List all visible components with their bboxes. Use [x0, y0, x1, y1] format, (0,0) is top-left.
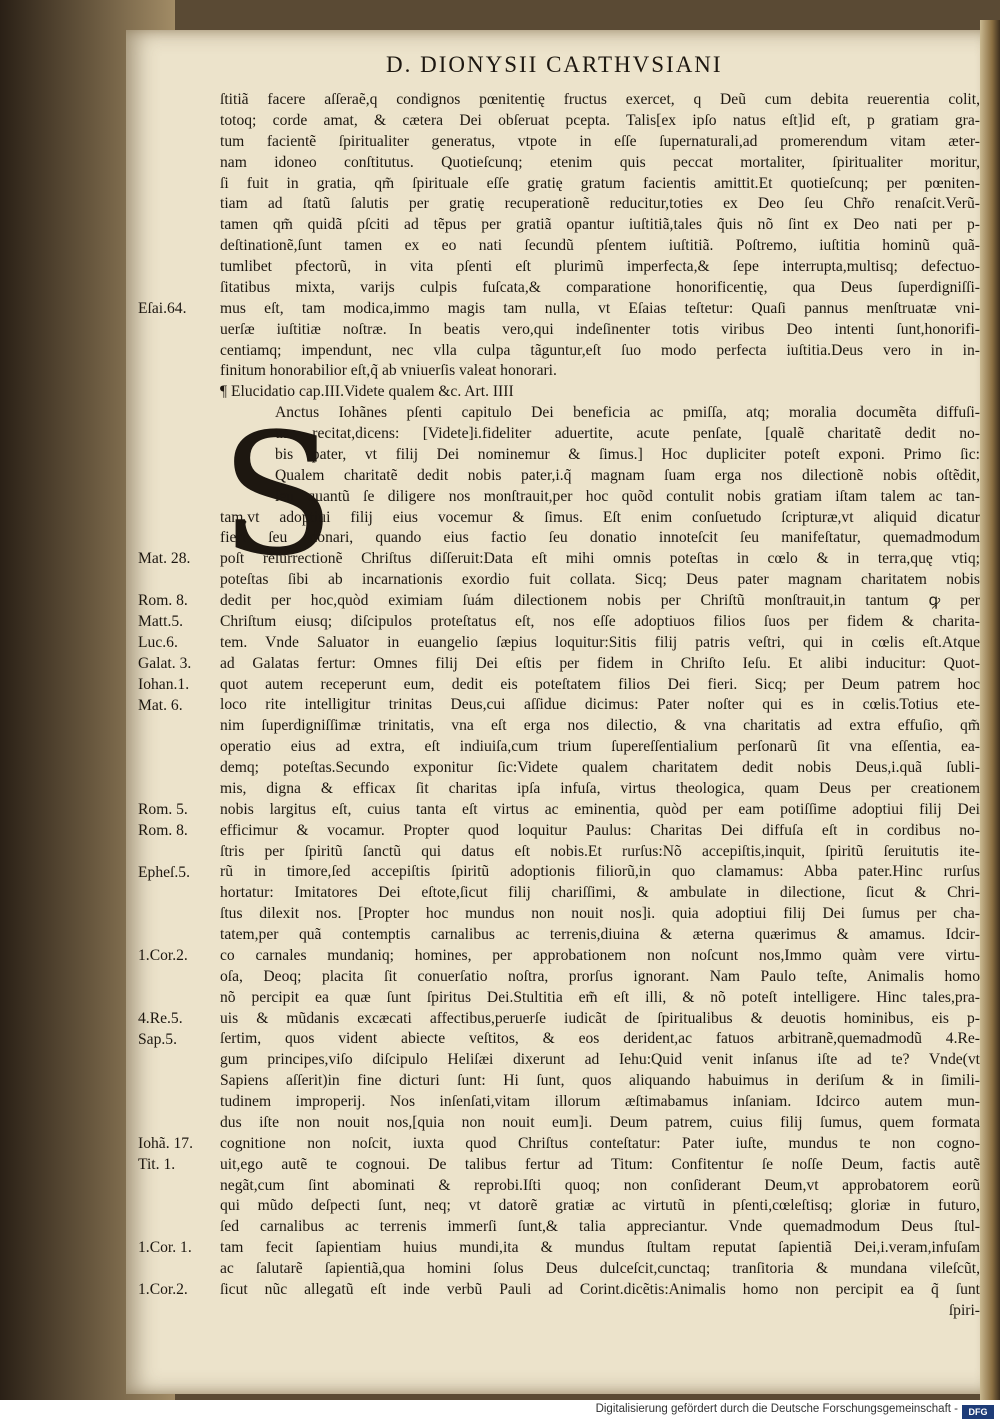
margin-reference: Matt.5.	[138, 613, 184, 630]
text-line: ſicut nũc allegatũ eſt inde verbũ Pauli ad Corint.dicẽtis:Animalis homo non percipit ea q̃ ſunt	[220, 1280, 980, 1298]
margin-reference: Mat. 28.	[138, 550, 191, 568]
text-line: qui mũdo deſpecti ſunt, neq; vt datorẽ gratiæ ac virtutũ in pſenti,cœleſtisq; gloriæ in futuro,	[220, 1197, 980, 1215]
text-line: tatem,per quã contemptis carnalibus ac terrenis,diuina & æterna quærimus & amamus. Idcir-	[220, 926, 980, 943]
text-line: ſed carnalibus ac terrenis immerſi ſunt,& talia appreciantur. Vnde quemadmodum Deus ſtul-	[220, 1218, 980, 1236]
margin-reference: Rom. 5.	[138, 800, 188, 818]
text-line: ſpiri-	[948, 1301, 980, 1319]
text-line: ſeu quantũ ſe diligere nos monſtrauit,per hoc quõd contulit nobis gratiam iſtam talem ac tan-	[275, 487, 980, 505]
margin-reference: Mat. 6.	[138, 696, 183, 714]
digitization-footer	[0, 1400, 1000, 1424]
text-line: loco rite intelligitur trinitas Deus,cui aſſidue dicimus: Pater noſter qui es in cœlis.Totius ete-	[220, 696, 980, 714]
margin-reference: Iohan.1.	[138, 675, 190, 693]
text-line: us recitat,dicens: [Videte]i.fideliter aduertite, acute penſate, [qualẽ charitatẽ dedit no-	[275, 425, 980, 442]
text-line: ſtris per ſpiritũ ſanctũ qui datus eſt nobis.Et rurſus:Nõ accepiſtis,inquit, ſpiritũ ſeruitutis ite-	[220, 842, 980, 860]
text-line: uit,ego autẽ te cognoui. De talibus fertur ad Titum: Confitentur ſe noſſe Deum, factis autẽ	[220, 1155, 980, 1173]
drop-cap-initial: S	[220, 397, 336, 593]
text-line: mis, digna & efficax ſit charitas ipſa infuſa, virtus theologica, quam Deus per creationem	[220, 779, 980, 797]
text-line: oſa, Deoq; placita ſit conuerſatio noſtra, prorſus ignorant. Nam Paulo teſte, Animalis homo	[220, 967, 980, 985]
text-line: demq; poteſtas.Secundo exponitur ſic:Videte qualem charitatem dedit nobis Deus,i.quã ſubli-	[220, 759, 980, 776]
text-line: poteſtas ſibi ab incarnationis exordio fuit collata. Sicq; Deus pater magnam charitatem nobis	[220, 571, 980, 589]
text-line: nobis largitus eſt, cuius tanta eſt virtus ac eminentia, quòd per eam potiſſime adoptiui filij Dei	[220, 800, 980, 818]
text-line: Sapiens aſſerit)in fine dicturi ſunt: Hi ſunt, quos aliquando habuimus in deriſum & in ſimili-	[220, 1072, 980, 1090]
text-line: ſertim, quos vident abiecte veſtitos, & eos derident,ac fatuos arbitranẽ,quemadmodũ 4.Re-	[220, 1030, 980, 1048]
text-line: totoq; corde amat, & cætera Dei obſeruat pcepta. Talis[ex ipſo natus eſt]id eſt, p gratiam gra-	[220, 111, 980, 129]
text-line: ſtus dilexit nos. [Propter hoc mundus non nouit nos]i. quia adoptiui filij Dei ſumus per cha-	[220, 905, 980, 923]
main-text-column	[220, 90, 980, 1322]
text-line: cognitione non noſcit, iuxta quod Chriſtus conteſtatur: Pater iuſte, mundus te non cogno-	[220, 1134, 980, 1152]
text-line: ¶ Elucidatio cap.III.Videte qualem &c. Art. IIII	[220, 383, 514, 401]
text-line: Anctus Iohãnes pſenti capitulo Dei beneficia ac pmiſſa, atq; moralia documẽta diffuſi-	[275, 404, 980, 422]
margin-reference: Galat. 3.	[138, 654, 192, 672]
text-line: tumlibet pfectorũ, in vita pſenti eſt plurimũ imperfecta,& ſepe interrupta,multisq; defectuo-	[220, 258, 980, 275]
margin-reference: Epheſ.5.	[138, 863, 190, 881]
text-line: quot autem receperunt eum, dedit eis poteſtatem filios Dei fieri. Sicq; per Deum patrem hoc	[220, 675, 980, 693]
text-line: nõ percipit ea quæ ſunt ſpiritus Dei.Stultitia em̃ eſt illi, & nõ poteſt intelligere. Hinc tales,pra-	[220, 988, 980, 1006]
text-line: poſt reſurrectionẽ Chriſtus diſſeruit:Data eſt mihi omnis poteſtas in cœlo & in terra,quę vtiq;	[220, 550, 980, 568]
text-line: tum facientẽ ſpiritualiter generatus, vtpote in eſſe ſupernaturali,ad promerendum vitam æter-	[220, 132, 980, 150]
text-line: ſitatibus mixta, varijs culpis fuſcata,& comparatione honorificentię, qua Deus ſuperdigniſſi-	[220, 278, 980, 296]
text-line: ad Galatas fertur: Omnes filij Dei eſtis per fidem in Chriſto Ieſu. Et alibi inducitur: Quot-	[220, 654, 980, 672]
text-line: ſi fuit in gratia, qm̃ ſpirituale eſſe gratię gratum facientis amittit.Et quotieſcunq; per pœniten-	[220, 174, 980, 192]
text-line: ac ſalutarẽ ſapientiã,qua homini ſolus Deus dulceſcit,cunctaq; tranſitoria & mundana vileſcũt,	[220, 1260, 980, 1277]
text-line: hortatur: Imitatores Dei eſtote,ſicut filij chariſſimi, & ambulate in dilectione, ſicut & Chri-	[220, 884, 980, 902]
margin-reference: Luc.6.	[138, 633, 178, 651]
margin-reference: Rom. 8.	[138, 592, 188, 610]
text-line: bis pater, vt filij Dei nominemur & ſimus.] Hoc dupliciter poteſt exponi. Primo ſic:	[275, 445, 980, 463]
dfg-logo: DFG	[962, 1405, 994, 1419]
margin-reference: 1.Cor. 1.	[138, 1239, 192, 1257]
footer-credit-text: Digitalisierung gefördert durch die Deutsche Forschungsgemeinschaft -	[595, 1403, 958, 1415]
text-line: gum principes,viſo diſcipulo Heliſæi dixerunt ad Iehu:Quid venit inſanus iſte ad te? Vnde(vt	[220, 1051, 980, 1069]
text-line: uerſæ iuſtitiæ noſtræ. In beatis vero,qui indeſinenter totis viribus Deo intenti ſunt,honorifi-	[220, 320, 980, 338]
text-line: mus eſt, tam modica,immo magis tam nulla, vt Eſaias teſtetur: Quaſi pannus menſtruatæ vni-	[220, 299, 980, 317]
text-line: dus iſte non nouit nos,[quia non nouit eum]i. Deum patrem, cuius filij ſumus, quem formata	[220, 1113, 980, 1131]
margin-reference: Tit. 1.	[138, 1155, 176, 1173]
text-line: tam fecit ſapientiam huius mundi,ita & mundus ſtultam reputat ſapientiã Dei,i.veram,infuſam	[220, 1239, 980, 1257]
text-line: efficimur & vocamur. Propter quod loquitur Paulus: Charitas Dei diffuſa eſt in cordibus no-	[220, 821, 980, 839]
text-line: tam,vt adoptiui filij eius vocemur & ſimus. Eſt enim conſuetudo ſcripturæ,vt aliquid dicatur	[220, 508, 980, 526]
text-line: Chriſtum eiusq; diſcipulos proteſtatus eſt, nos eſſe adoptiuos filios ſuos per fidem & charita-	[220, 612, 980, 630]
text-line: deſtinationẽ,ſunt tamen ex eo nati ſecundũ pſentem iuſtitiã. Poſtremo, iuſtitia hominũ quã-	[220, 237, 980, 255]
text-line: dedit per hoc,quòd eximiam ſuám dilectionem nobis per Chriſtũ monſtrauit,in tantum ꝙ per	[220, 592, 980, 609]
text-line: negãt,cum ſint abominati & reprobi.Iſti quoq; non conſiderant Deum,vt approbatorem eorũ	[220, 1176, 980, 1194]
text-line: Qualem charitatẽ dedit nobis pater,i.q̃ magnam ſuam erga nos dilectionẽ nobis oſtẽdit,	[275, 466, 980, 484]
text-line: ſtitiã facere aſſeraẽ,q condignos pœnitentię fructus exercet, q Deũ cum debita reuerentia colit,	[220, 91, 980, 108]
book-page-edge	[980, 20, 1000, 1400]
margin-reference: 1.Cor.2.	[138, 947, 188, 965]
margin-reference: Rom. 8.	[138, 821, 188, 839]
margin-reference: Eſai.64.	[138, 299, 187, 317]
text-line: co carnales mundaniq; homines, per approbationem non noſcunt nos,Immo quàm vere virtu-	[220, 946, 980, 964]
text-line: uis & mũdanis excæcati affectibus,peruerſe iudicãt de ſpiritualibus & deuotis hominibus, eis p-	[220, 1009, 980, 1027]
text-line: tudinem improperij. Nos inſenſati,vitam illorum æſtimabamus inſaniam. Idcirco autem mun-	[220, 1093, 980, 1110]
text-line: tem. Vnde Saluator in euangelio ſæpius loquitur:Sitis filij patris veſtri, qui in cœlis eſt.Atque	[220, 633, 980, 651]
running-head: D. DIONYSII CARTHVSIANI	[386, 52, 723, 77]
text-line: nim ſuperdigniſſimæ trinitatis, vna eſt erga nos dilectio, & vna charitatis ad extra effuſio, qm̃	[220, 717, 980, 735]
text-line: finitum honorabilior eſt,q̃ ab vniuerſis valeat honorari.	[220, 362, 557, 380]
margin-reference: Sap.5.	[138, 1030, 177, 1048]
margin-reference: Iohã. 17.	[138, 1135, 193, 1152]
text-line: tiam ad ſtatũ ſalutis per gratię recuperationẽ reducitur,toties ex Deo ſeu Chr̃o renaſcit.Verũ-	[220, 195, 980, 213]
margin-reference: 4.Re.5.	[138, 1009, 183, 1027]
text-line: centiamq; impendunt, nec vlla culpa tãguntur,eſt ſuo modo perfecta iuſtitia.Deus vero in in-	[220, 341, 980, 359]
text-line: operatio eius ad extra, eſt indiuiſa,cum trium ſupereſſentialium perſonarũ ſit vna eſſentia, ea-	[220, 738, 980, 756]
margin-reference: 1.Cor.2.	[138, 1281, 188, 1299]
text-line: rũ in timore,ſed accepiſtis ſpiritũ adoptionis filiorũ,in quo clamamus: Abba pater.Hinc rurſus	[220, 863, 980, 881]
text-line: fieri ſeu donari, quando eius factio ſeu donatio innoteſcit ſeu manifeſtatur, quemadmodum	[220, 529, 980, 547]
text-line: tamen qm̃ quidã pſciti ad tẽpus per gratiã opantur iuſtitiã,tales q̃uis nõ ſint ex Deo nati per p-	[220, 216, 980, 234]
text-line: nam idoneo conſtitutus. Quotieſcunq; etenim quis peccat mortaliter, ſpiritualiter moritur,	[220, 153, 980, 171]
